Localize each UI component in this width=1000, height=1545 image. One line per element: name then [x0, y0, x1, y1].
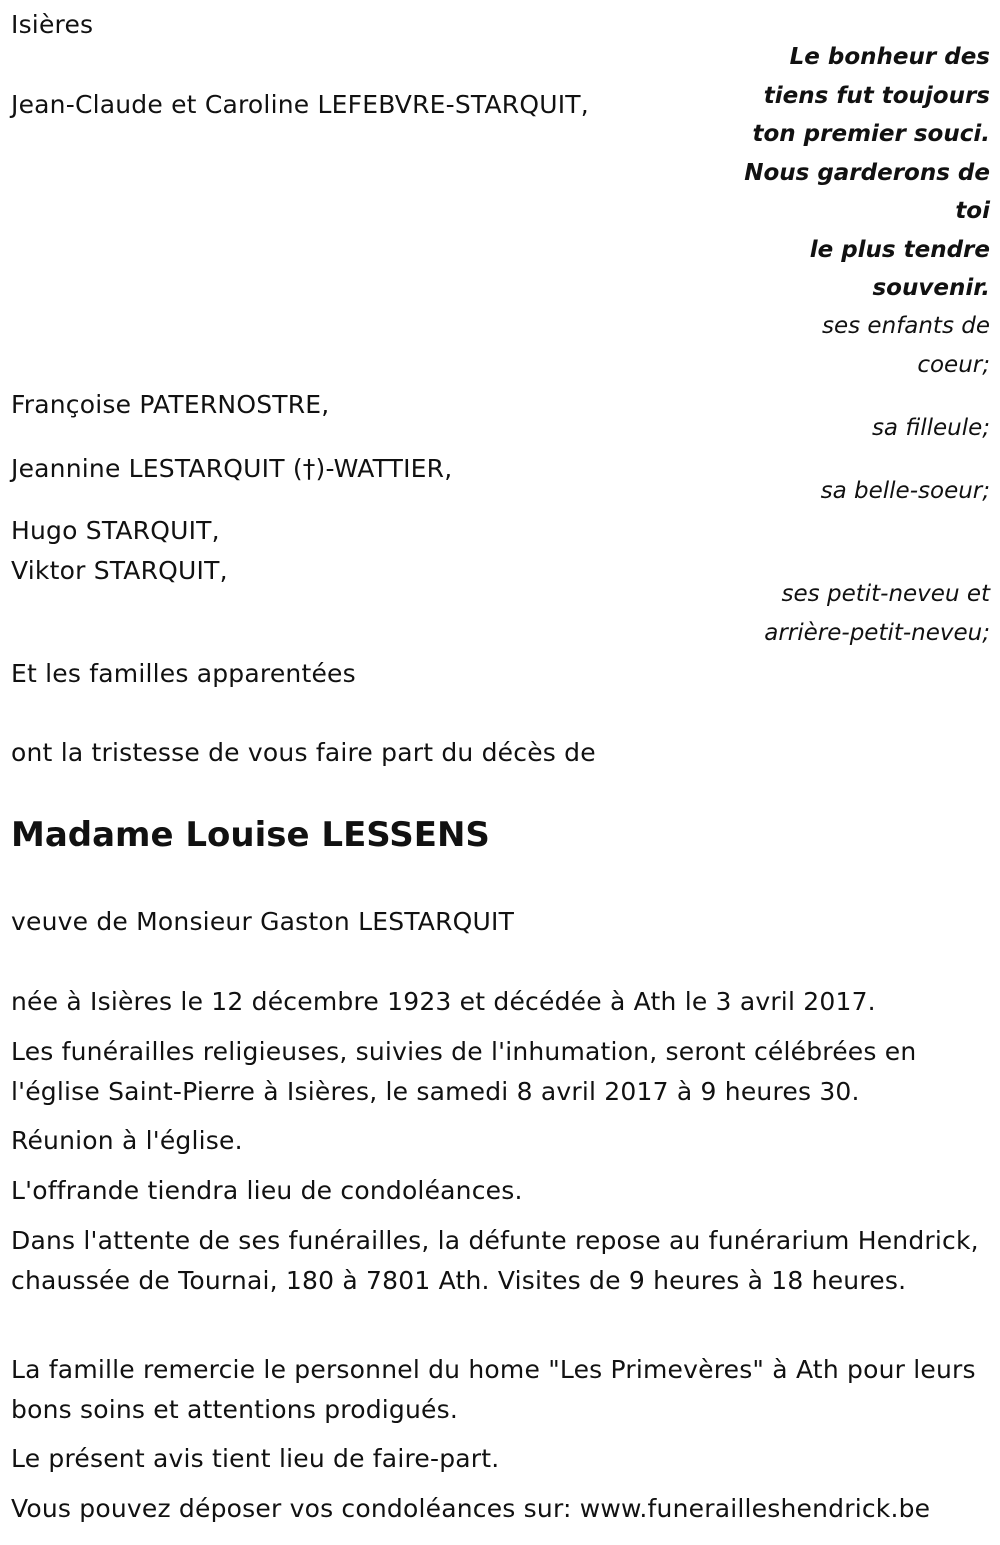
deceased-name: Madame Louise LESSENS — [11, 815, 490, 855]
poem-line: toi — [955, 198, 990, 224]
condolences-link[interactable]: www.funerailleshendrick.be — [579, 1494, 931, 1523]
role-line: ses enfants de — [822, 313, 990, 339]
role-line: arrière-petit-neveu; — [764, 620, 990, 646]
widow-of: veuve de Monsieur Gaston LESTARQUIT — [11, 907, 515, 936]
family-goddaughter: Françoise PATERNOSTRE, — [11, 390, 330, 419]
offering-info: L'offrande tiendra lieu de condoléances. — [11, 1176, 523, 1205]
poem-line: souvenir. — [872, 275, 990, 301]
family-grandnephew-1: Hugo STARQUIT, — [11, 516, 220, 545]
poem-line: Le bonheur des — [789, 44, 990, 70]
visitation-info: Dans l'attente de ses funérailles, la défunte repose au funérarium Hendrick, chaussée de Tournai, 180 à 7801 Ath. Visites de 9 heures à 18 heures. — [11, 1226, 979, 1295]
poem-block — [730, 38, 990, 308]
place-header: Isières — [11, 10, 94, 39]
birth-death: née à Isières le 12 décembre 1923 et décédée à Ath le 3 avril 2017. — [11, 987, 876, 1016]
related-families: Et les familles apparentées — [11, 659, 356, 688]
poem-line: le plus tendre — [809, 236, 990, 263]
poem-line: ton premier souci. — [752, 121, 990, 147]
sister-in-law-role: sa belle-soeur; — [820, 478, 990, 504]
funeral-info: Les funérailles religieuses, suivies de l'inhumation, seront célébrées en l'église Saint-Pierre à Isières, le samedi 8 avril 2017 à 9 heures 30. — [11, 1037, 917, 1106]
thanks-info: La famille remercie le personnel du home "Les Primevères" à Ath pour leurs bons soins et attentions prodigués. — [11, 1355, 976, 1424]
condolences-prefix: Vous pouvez déposer vos condoléances sur: — [11, 1494, 580, 1523]
notice-info: Le présent avis tient lieu de faire-part. — [11, 1444, 500, 1473]
grandnephews-role — [730, 575, 990, 653]
poem-line: Nous garderons de — [744, 159, 990, 186]
family-grandnephew-2: Viktor STARQUIT, — [11, 556, 228, 585]
announcement-intro: ont la tristesse de vous faire part du décès de — [11, 738, 596, 767]
children-role — [730, 307, 990, 385]
goddaughter-role: sa filleule; — [871, 415, 990, 441]
family-sister-in-law: Jeannine LESTARQUIT (†)-WATTIER, — [11, 454, 453, 483]
role-line: coeur; — [917, 352, 990, 378]
family-children: Jean-Claude et Caroline LEFEBVRE-STARQUIT, — [11, 90, 589, 119]
condolences-line — [11, 1489, 930, 1529]
poem-line: tiens fut toujours — [763, 82, 990, 109]
meeting-info: Réunion à l'église. — [11, 1126, 243, 1155]
role-line: ses petit-neveu et — [781, 581, 990, 607]
